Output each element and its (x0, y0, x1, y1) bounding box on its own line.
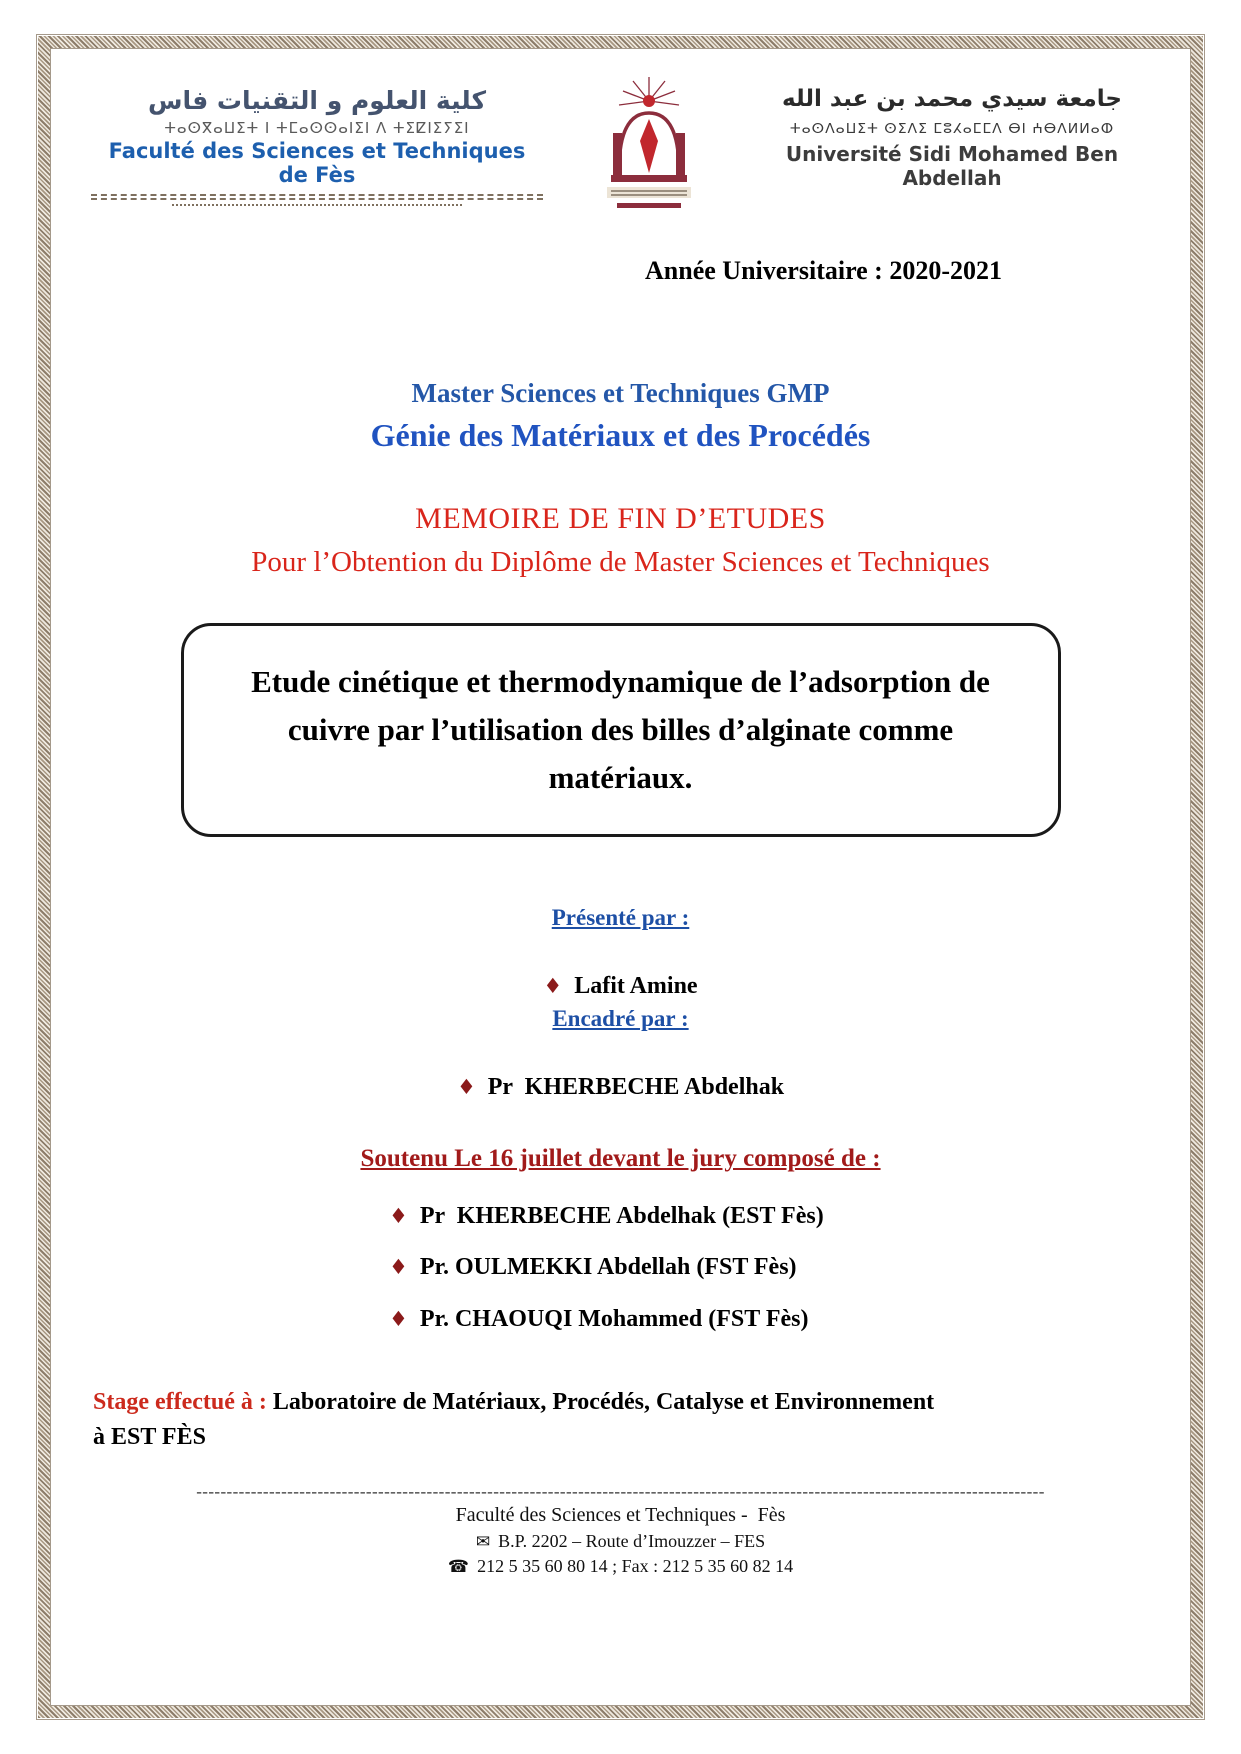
decorative-rule (91, 194, 543, 200)
jury-member (389, 1252, 1150, 1283)
footer-address: B.P. 2202 – Route d’Imouzzer – FES (498, 1531, 766, 1552)
footer-phone: 212 5 35 60 80 14 ; Fax : 212 5 35 60 82 14 (477, 1556, 794, 1577)
author-line (91, 973, 1150, 1000)
university-name-tifinagh: ⵜⴰⵙⴷⴰⵡⵉⵜ ⵙⵉⴷⵉ ⵎⵓⵃⴰⵎⵎⴷ ⴱⵏ ⵄⴱⴷⵍⵍⴰⵀ (789, 120, 1115, 137)
jury-member-name: Pr. CHAOUQI Mohammed (FST Fès) (419, 1305, 809, 1332)
diamond-bullet-icon: ♦ (543, 974, 563, 999)
jury-member (389, 1304, 1150, 1335)
internship-label: Stage effectué à : (93, 1388, 267, 1415)
academic-year: Année Universitaire : 2020-2021 (645, 256, 1002, 285)
decorative-rule-small (172, 204, 461, 206)
dashed-separator: -------------------------------------------------------------------------------------------------------------------------------------------- (196, 1482, 1045, 1502)
jury-member-name: Pr KHERBECHE Abdelhak (EST Fès) (419, 1203, 824, 1230)
jury-member-name: Pr. OULMEKKI Abdellah (FST Fès) (419, 1254, 797, 1281)
faculty-name-tifinagh: ⵜⴰⵙⴳⴰⵡⵉⵜ ⵏ ⵜⵎⴰⵙⵙⴰⵏⵉⵏ ⴷ ⵜⵉⵇⵏⵉⵢⵉⵏ (164, 119, 470, 138)
letterhead (91, 71, 1150, 222)
internship-line (93, 1385, 943, 1455)
university-logo (594, 71, 704, 222)
faculty-block (91, 71, 543, 206)
university-name-french: Université Sidi Mohamed Ben Abdellah (785, 141, 1119, 190)
diamond-bullet-icon: ♦ (389, 1306, 408, 1331)
jury-list (389, 1201, 1150, 1335)
footer-phone-line (91, 1556, 1150, 1577)
diamond-bullet-icon: ♦ (456, 1075, 476, 1100)
footer-address-line (91, 1531, 1150, 1552)
memoir-line2: Pour l’Obtention du Diplôme de Master Sciences et Techniques (251, 546, 990, 578)
university-block (754, 71, 1150, 190)
diamond-bullet-icon: ♦ (389, 1204, 408, 1229)
program-line2: Génie des Matériaux et des Procédés (370, 417, 871, 453)
supervised-by-label: Encadré par : (552, 1006, 689, 1032)
supervisor-line (91, 1074, 1150, 1101)
jury-heading: Soutenu Le 16 juillet devant le jury composé de : (360, 1145, 881, 1173)
thesis-title-box (181, 623, 1061, 837)
faculty-name-arabic: كلية العلوم و التقنيات فاس (147, 86, 487, 115)
decorative-border-frame (38, 36, 1203, 1718)
program-heading (91, 378, 1150, 454)
mail-icon: ✉ (475, 1532, 491, 1553)
diamond-bullet-icon: ♦ (389, 1255, 408, 1280)
thesis-title: Etude cinétique et thermodynamique de l’adsorption de cuivre par l’utilisation des billes d’alginate comme matériaux. (251, 664, 990, 796)
jury-member (389, 1201, 1150, 1232)
memoir-line1: MEMOIRE DE FIN D’ETUDES (415, 502, 826, 535)
program-line1: Master Sciences et Techniques GMP (411, 378, 830, 408)
memoir-heading (91, 502, 1150, 579)
footer-block (91, 1504, 1150, 1577)
phone-icon: ☎ (447, 1557, 470, 1578)
footer-faculty-name: Faculté des Sciences et Techniques - Fès (455, 1504, 786, 1527)
university-name-arabic: جامعة سيدي محمد بن عبد الله (782, 86, 1122, 112)
page-content (50, 48, 1191, 1706)
author-name: Lafit Amine (574, 973, 698, 1000)
university-emblem-icon (597, 71, 701, 217)
presented-by-label: Présenté par : (551, 905, 690, 931)
supervisor-name: Pr KHERBECHE Abdelhak (487, 1074, 785, 1101)
faculty-name-french: Faculté des Sciences et Techniques de Fès (108, 139, 526, 188)
internship-location: Laboratoire de Matériaux, Procédés, Catalyse et Environnement à EST FÈS (93, 1388, 941, 1450)
